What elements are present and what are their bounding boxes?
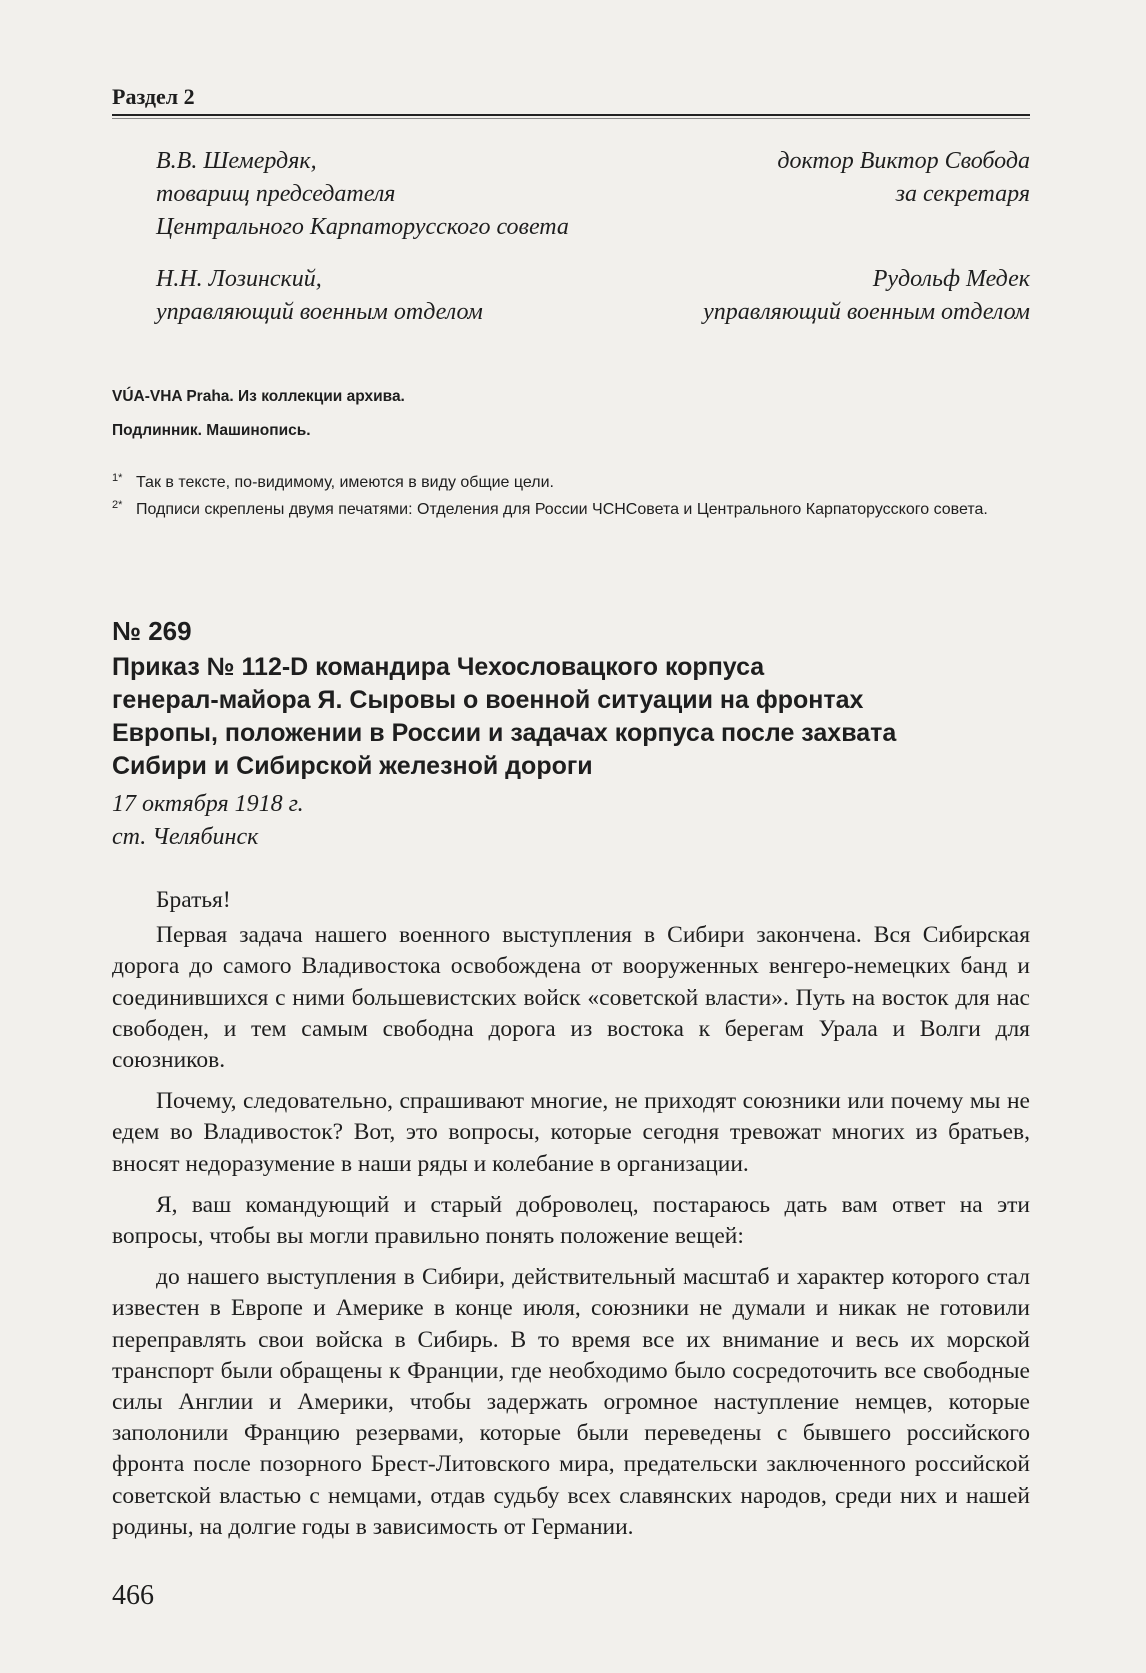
- body-paragraph: до нашего выступления в Сибири, действительный масштаб и характер которого стал известен в Европе и Америке в конце июля, союзники не думали и никак не готовили переправлять свои войска в Сибирь. В то время все их внимание и весь их морской транспорт были обращены к Франции, где необходимо было сосредоточить все свободные силы Англии и Америки, чтобы задержать огромное наступление немцев, которые заполонили Францию резервами, которые были переведены с бывшего российского фронта после позорного Брест-Литовского мира, предательски заключенного российской советской властью с немцами, отдав судьбу всех славянских народов, среди них и нашей родины, на долгие годы в зависимость от Германии.: [112, 1264, 1030, 1540]
- title-line: генерал-майора Я. Сыровы о военной ситуации на фронтах: [112, 686, 864, 714]
- signature-name: Н.Н. Лозинский,: [156, 266, 322, 292]
- body-paragraph: Я, ваш командующий и старый доброволец, постараюсь дать вам ответ на эти вопросы, чтобы вы могли правильно понять положение вещей:: [112, 1191, 1030, 1250]
- footnote-text: Подписи скреплены двумя печатями: Отделения для России ЧСНСовета и Центрального Карпаторусского совета.: [136, 501, 988, 518]
- archive-info: [112, 380, 405, 448]
- signature-left-1: [156, 145, 569, 244]
- body-paragraph: Первая задача нашего военного выступления в Сибири закончена. Вся Сибирская дорога до самого Владивостока освобождена от вооруженных венгеро-немецких банд и соединившихся с ними большевистских войск «советской власти». Путь на восток для нас свободен, и тем самым свободна дорога из востока к берегам Урала и Волги для союзников.: [112, 922, 1030, 1074]
- signature-name: Рудольф Медек: [872, 266, 1030, 292]
- title-line: Европы, положении в России и задачах корпуса после захвата: [112, 719, 897, 747]
- greeting: Братья!: [156, 887, 231, 913]
- signature-title: Центрального Карпаторусского совета: [156, 214, 569, 240]
- document-dateline: [112, 788, 304, 854]
- signature-title: за секретаря: [895, 181, 1030, 207]
- signature-right-2: [703, 263, 1030, 329]
- signature-title: управляющий военным отделом: [703, 299, 1030, 325]
- title-line: Приказ № 112-D командира Чехословацкого корпуса: [112, 653, 765, 681]
- signature-left-2: [156, 263, 483, 329]
- footnotes: [112, 469, 1032, 523]
- archive-format: Подлинник. Машинопись.: [112, 422, 311, 439]
- running-head: Раздел 2: [112, 84, 195, 109]
- document-date: 17 октября 1918 г.: [112, 791, 304, 817]
- signature-title: управляющий военным отделом: [156, 299, 483, 325]
- footnote-mark: 2*: [112, 499, 123, 511]
- header-rule: [112, 114, 1030, 116]
- document-title: [112, 651, 992, 783]
- title-line: Сибири и Сибирской железной дороги: [112, 752, 593, 780]
- signature-name: доктор Виктор Свобода: [777, 148, 1030, 174]
- archive-source: VÚA-VHA Praha. Из коллекции архива.: [112, 388, 405, 405]
- signature-name: В.В. Шемердяк,: [156, 148, 317, 174]
- footnote: [112, 469, 1032, 496]
- footnote-text: Так в тексте, по-видимому, имеются в виду общие цели.: [136, 474, 554, 491]
- footnote-mark: 1*: [112, 472, 123, 484]
- body-paragraph: Почему, следовательно, спрашивают многие, не приходят союзники или почему мы не едем во Владивосток? Вот, это вопросы, которые сегодня тревожат многих из братьев, вносят недоразумение в наши ряды и колебание в организации.: [112, 1088, 1030, 1177]
- footnote: [112, 496, 1032, 523]
- document-number: № 269: [112, 616, 192, 646]
- signature-right-1: [777, 145, 1030, 211]
- header-rule-thin: [112, 118, 1030, 119]
- document-place: ст. Челябинск: [112, 824, 259, 850]
- signature-title: товарищ председателя: [156, 181, 396, 207]
- document-body: [112, 885, 1030, 1553]
- page-number: 466: [112, 1580, 154, 1611]
